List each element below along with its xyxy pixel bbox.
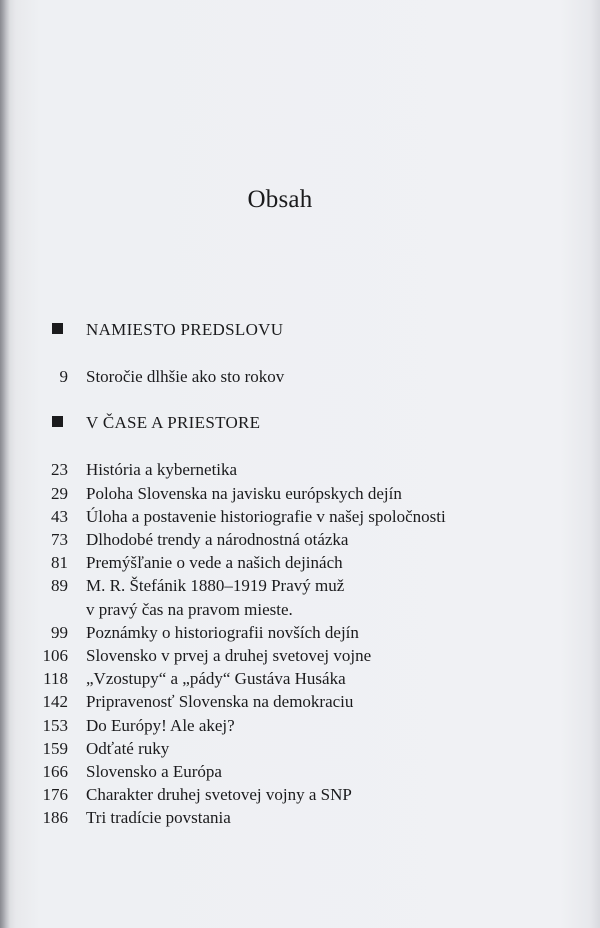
toc-entry-title: M. R. Štefánik 1880–1919 Pravý muž <box>86 576 345 595</box>
section-heading-v-case-a-priestore <box>52 413 260 433</box>
toc-page-number: 43 <box>51 507 68 526</box>
toc-page-number: 118 <box>43 669 68 688</box>
toc-page-number: 81 <box>51 553 68 572</box>
toc-entry-title: Poloha Slovenska na javisku európskych dejín <box>86 484 402 503</box>
section-heading-label: NAMIESTO PREDSLOVU <box>86 320 284 339</box>
toc-entry-title: Storočie dlhšie ako sto rokov <box>86 367 285 386</box>
toc-page-number: 99 <box>51 623 68 642</box>
toc-page-number: 73 <box>51 530 68 549</box>
square-bullet-icon <box>52 416 63 427</box>
toc-entry-title: Poznámky o historiografii novších dejín <box>86 623 359 642</box>
square-bullet-icon <box>52 323 63 334</box>
toc-entry-title: História a kybernetika <box>86 460 238 479</box>
toc-page-number: 23 <box>51 460 68 479</box>
toc-page-number: 29 <box>51 484 68 503</box>
section-heading-namiesto-predslovu <box>52 320 283 340</box>
toc-entry-title: Dlhodobé trendy a národnostná otázka <box>86 530 349 549</box>
section-heading-label: V ČASE A PRIESTORE <box>86 413 261 432</box>
toc-page-number: 9 <box>59 367 68 386</box>
toc-entry-title: Do Európy! Ale akej? <box>86 716 235 735</box>
toc-page-number: 106 <box>42 646 68 665</box>
toc-entry-title: Pripravenosť Slovenska na demokraciu <box>86 692 354 711</box>
toc-page-number: 142 <box>42 692 68 711</box>
toc-entry-title: Slovensko a Európa <box>86 762 222 781</box>
toc-entry-title: Charakter druhej svetovej vojny a SNP <box>86 785 352 804</box>
toc-entry-title: „Vzostupy“ a „pády“ Gustáva Husáka <box>86 669 346 688</box>
toc-page-number: 186 <box>42 808 68 827</box>
toc-entry-title: Úloha a postavenie historiografie v našej spoločnosti <box>86 507 446 526</box>
toc-page-number: 153 <box>42 716 68 735</box>
toc-page-number: 159 <box>42 739 68 758</box>
toc-page-number: 176 <box>42 785 68 804</box>
page-title: Obsah <box>247 186 313 213</box>
toc-page-number: 89 <box>51 576 68 595</box>
toc-entry-title-continuation: v pravý čas na pravom mieste. <box>86 600 293 619</box>
toc-entry-title: Tri tradície povstania <box>86 808 231 827</box>
toc-entry-title: Premýšľanie o vede a našich dejinách <box>86 553 343 572</box>
toc-page-number: 166 <box>42 762 68 781</box>
toc-entry-title: Slovensko v prvej a druhej svetovej vojne <box>86 646 372 665</box>
toc-entry-title: Odťaté ruky <box>86 739 170 758</box>
